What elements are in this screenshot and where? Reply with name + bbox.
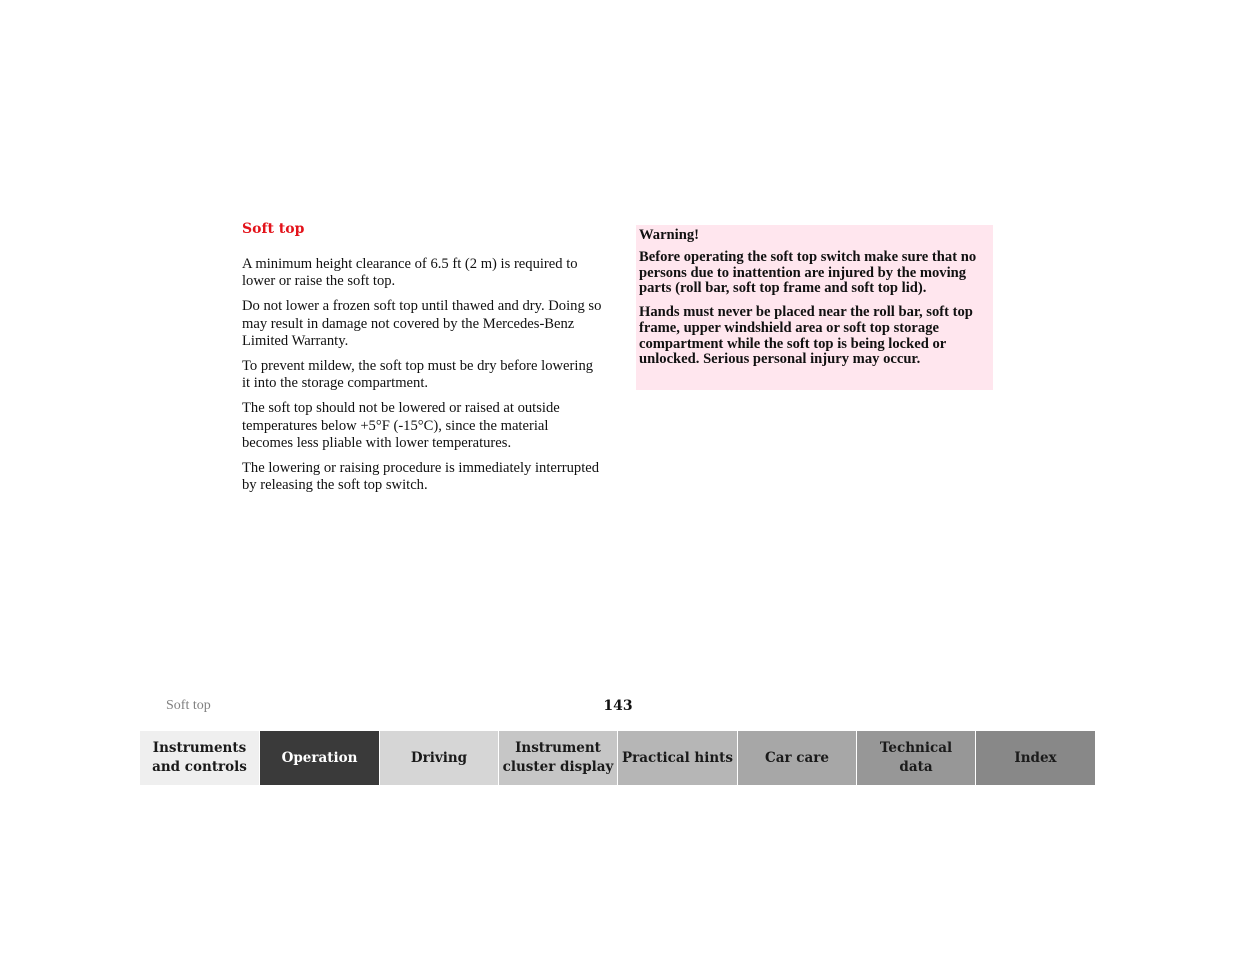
nav-tab-technical-data[interactable]: Technical data: [857, 731, 976, 785]
paragraph-mildew: To prevent mildew, the soft top must be dry before lowering it into the storage compartment.: [242, 358, 594, 392]
nav-tab-index[interactable]: Index: [976, 731, 1095, 785]
body-text-column: [242, 256, 602, 502]
footer-section-label: Soft top: [166, 698, 211, 713]
paragraph-frozen: Do not lower a frozen soft top until thawed and dry. Doing so may result in damage not covered by the Mercedes-Benz Limited Warranty.: [242, 298, 602, 349]
paragraph-temperature: The soft top should not be lowered or raised at outside temperatures below +5°F (-15°C), since the material becomes less pliable with lower temperatures.: [242, 400, 560, 451]
nav-tab-driving[interactable]: Driving: [380, 731, 499, 785]
nav-tab-instruments-and-controls[interactable]: Instruments and controls: [140, 731, 260, 785]
chapter-nav-bar: [140, 731, 1095, 785]
warning-paragraph-hands: Hands must never be placed near the roll bar, soft top frame, upper windshield area or soft top storage compartment while the soft top is being locked or unlocked. Serious personal injury may occur.: [639, 304, 973, 368]
warning-title: Warning!: [639, 227, 700, 243]
nav-tab-car-care[interactable]: Car care: [738, 731, 857, 785]
section-title: Soft top: [242, 221, 305, 237]
paragraph-interrupt: The lowering or raising procedure is immediately interrupted by releasing the soft top switch.: [242, 460, 600, 494]
warning-paragraph-switch: Before operating the soft top switch make sure that no persons due to inattention are injured by the moving parts (roll bar, soft top frame and soft top lid).: [639, 249, 977, 297]
paragraph-clearance: A minimum height clearance of 6.5 ft (2 m) is required to lower or raise the soft top.: [242, 256, 578, 290]
page-number: 143: [603, 698, 633, 714]
nav-tab-operation[interactable]: Operation: [260, 731, 380, 785]
nav-tab-practical-hints[interactable]: Practical hints: [618, 731, 738, 785]
nav-tab-instrument-cluster-display[interactable]: Instrument cluster display: [499, 731, 618, 785]
warning-box: [636, 225, 993, 390]
